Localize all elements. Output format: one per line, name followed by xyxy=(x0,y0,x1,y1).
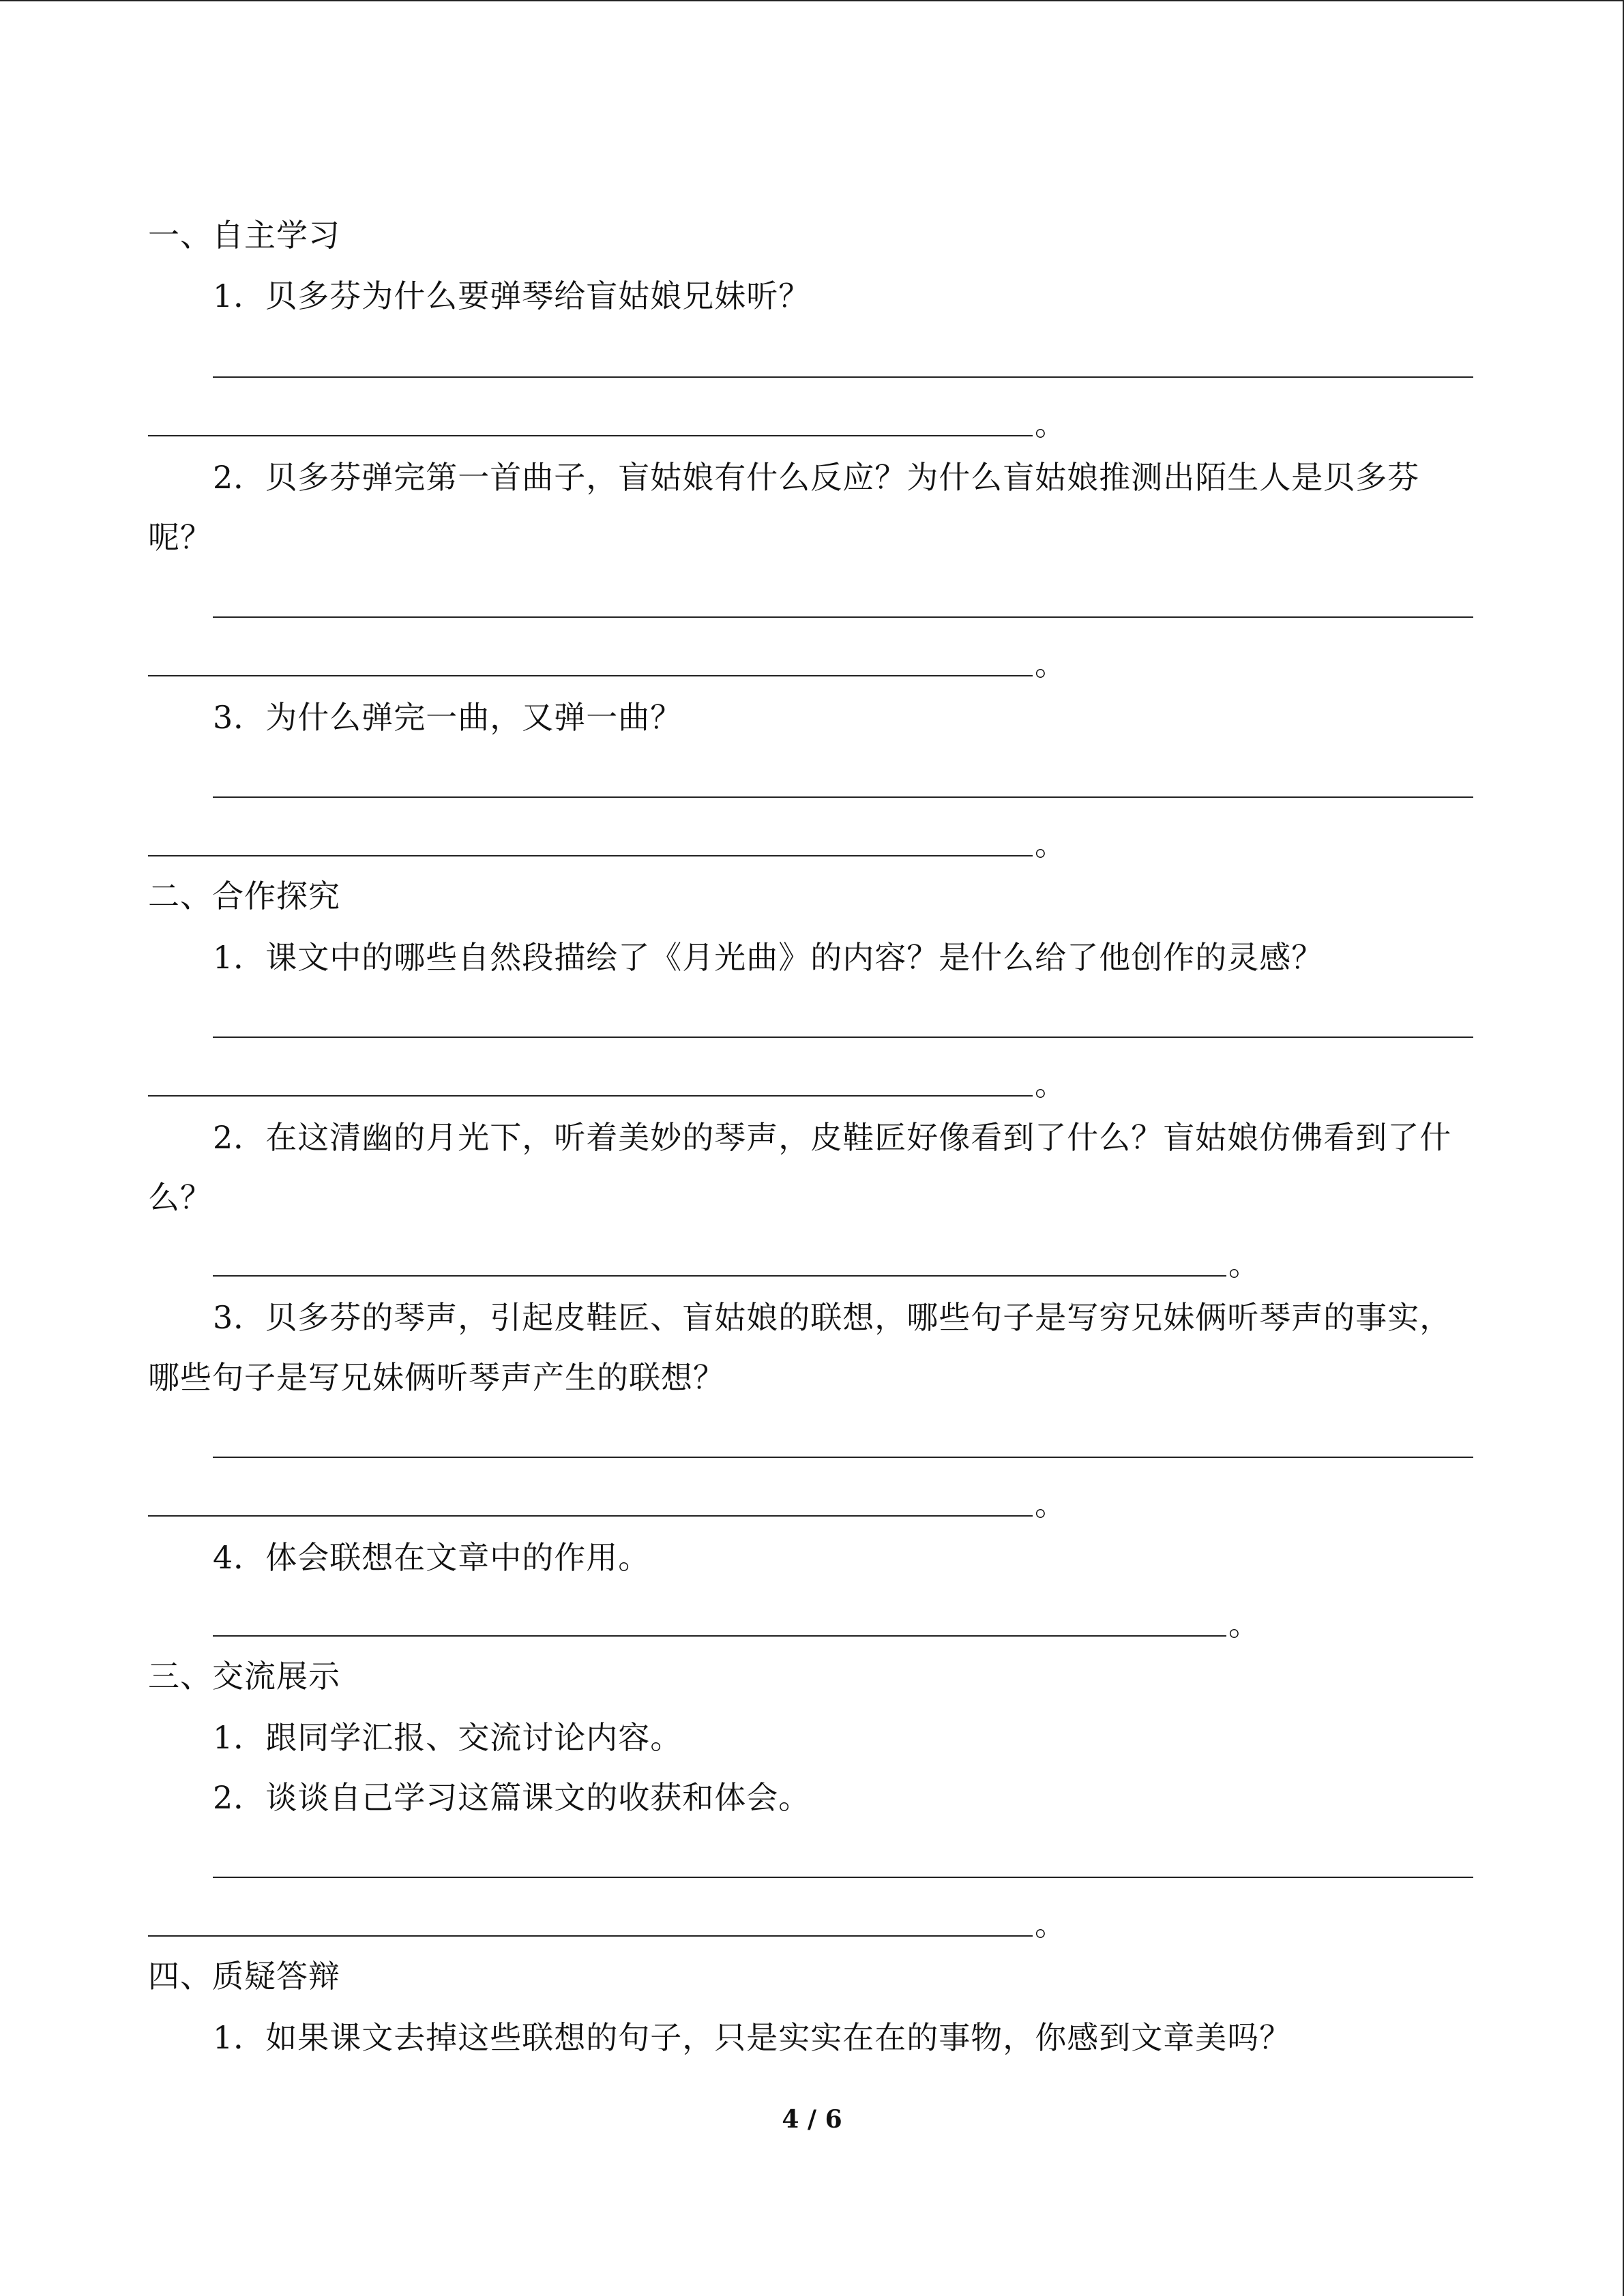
section-heading-questioning: 四、质疑答辩 xyxy=(148,1958,340,1995)
answer-line[interactable] xyxy=(213,1877,1473,1878)
section-heading-self-study: 一、自主学习 xyxy=(148,217,340,254)
question-1-1: 1．贝多芬为什么要弹琴给盲姑娘兄妹听？ xyxy=(213,278,811,314)
answer-line[interactable] xyxy=(213,1275,1226,1277)
question-2-2: 2．在这清幽的月光下，听着美妙的琴声，皮鞋匠好像看到了什么？盲姑娘仿佛看到了什 xyxy=(213,1119,1452,1156)
question-2-3-cont: 哪些句子是写兄妹俩听琴声产生的联想？ xyxy=(148,1359,725,1396)
question-1-3: 3．为什么弹完一曲，又弹一曲？ xyxy=(213,699,683,736)
period-mark: 。 xyxy=(1228,1606,1260,1643)
page-number: 4 / 6 xyxy=(782,2105,842,2134)
question-2-3: 3．贝多芬的琴声，引起皮鞋匠、盲姑娘的联想，哪些句子是写穷兄妹俩听琴声的事实， xyxy=(213,1299,1452,1336)
answer-line[interactable] xyxy=(213,1457,1473,1458)
question-1-2-cont: 呢？ xyxy=(148,519,212,556)
answer-line[interactable] xyxy=(213,1037,1473,1038)
question-1-2: 2．贝多芬弹完第一首曲子，盲姑娘有什么反应？为什么盲姑娘推测出陌生人是贝多芬 xyxy=(213,459,1420,496)
question-3-2: 2．谈谈自己学习这篇课文的收获和体会。 xyxy=(213,1779,811,1816)
question-2-2-cont: 么？ xyxy=(148,1179,212,1216)
period-mark: 。 xyxy=(1035,1066,1066,1103)
period-mark: 。 xyxy=(1035,406,1066,443)
answer-line[interactable] xyxy=(148,435,1033,436)
section-heading-cooperation: 二、合作探究 xyxy=(148,878,340,914)
question-4-1: 1．如果课文去掉这些联想的句子，只是实实在在的事物，你感到文章美吗？ xyxy=(213,2019,1292,2056)
answer-line[interactable] xyxy=(213,376,1473,378)
answer-line[interactable] xyxy=(148,855,1033,856)
period-mark: 。 xyxy=(1035,826,1066,863)
question-2-4: 4．体会联想在文章中的作用。 xyxy=(213,1539,651,1576)
answer-line[interactable] xyxy=(213,616,1473,618)
section-heading-exchange: 三、交流展示 xyxy=(148,1658,340,1695)
period-mark: 。 xyxy=(1035,1486,1066,1523)
answer-line[interactable] xyxy=(148,1935,1033,1937)
period-mark: 。 xyxy=(1228,1246,1260,1283)
answer-line[interactable] xyxy=(148,1515,1033,1517)
period-mark: 。 xyxy=(1035,646,1066,683)
answer-line[interactable] xyxy=(213,796,1473,798)
question-2-1: 1．课文中的哪些自然段描绘了《月光曲》的内容？是什么给了他创作的灵感？ xyxy=(213,939,1324,976)
question-3-1: 1．跟同学汇报、交流讨论内容。 xyxy=(213,1719,683,1756)
period-mark: 。 xyxy=(1035,1906,1066,1943)
answer-line[interactable] xyxy=(213,1635,1226,1637)
answer-line[interactable] xyxy=(148,675,1033,676)
answer-line[interactable] xyxy=(148,1095,1033,1097)
